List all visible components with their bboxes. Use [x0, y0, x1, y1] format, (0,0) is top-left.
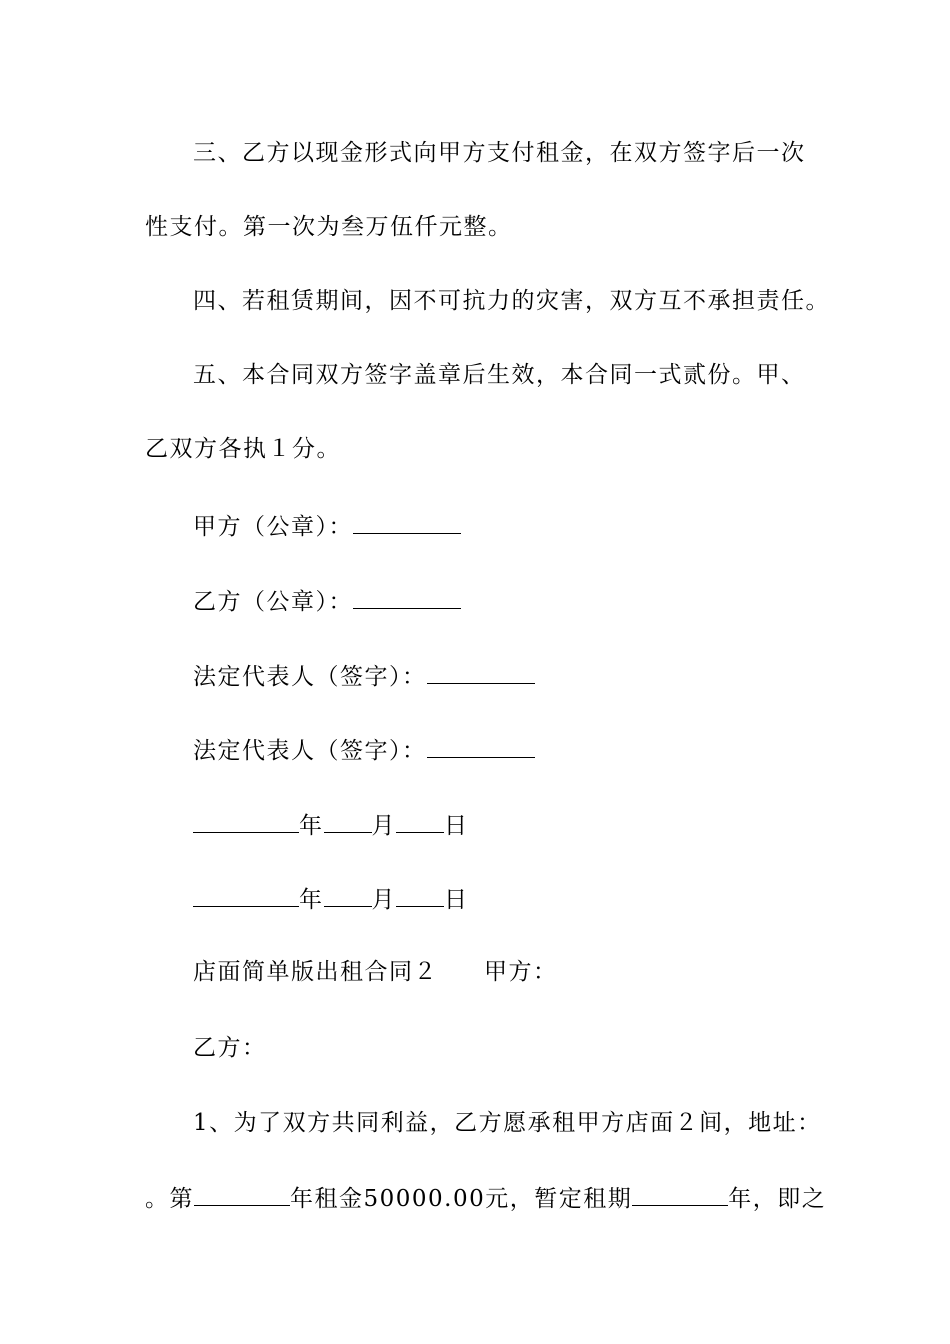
date-line-1 [193, 804, 858, 844]
signature-representative-2-label: 法定代表人（签字）： [193, 738, 427, 764]
clause-3-line-2: 性支付。第一次为叁万伍仟元整。 [145, 214, 513, 240]
date-year-label: 年 [299, 813, 324, 839]
date-day-blank [396, 804, 444, 833]
date-month-label: 月 [371, 887, 396, 913]
contract-2-title: 店面简单版出租合同２ [193, 959, 438, 985]
clause-1-text-a: 。第 [145, 1186, 194, 1212]
signature-party-b [193, 580, 858, 620]
signature-representative-1-label: 法定代表人（签字）： [193, 664, 427, 690]
signature-representative-1 [193, 655, 858, 695]
clause-4: 四、若租赁期间，因不可抗力的灾害，双方互不承担责任。 [193, 288, 830, 314]
date-month-blank [324, 878, 372, 907]
signature-party-b-label: 乙方（公章）： [193, 589, 353, 615]
lease-term-blank [632, 1177, 728, 1206]
date-month-label: 月 [371, 813, 396, 839]
clause-3-line-1: 三、乙方以现金形式向甲方支付租金，在双方签字后一次 [193, 140, 806, 166]
date-year-blank [193, 878, 299, 907]
signature-representative-1-blank [427, 655, 535, 684]
signature-representative-2 [193, 729, 858, 769]
contract-2-heading [193, 952, 858, 992]
contract-2-clause-1-line-2 [145, 1177, 827, 1217]
contract-2-clause-1-line-1: 1、为了双方共同利益，乙方愿承租甲方店面２间，地址： [193, 1110, 822, 1136]
date-year-blank [193, 804, 299, 833]
date-day-label: 日 [444, 813, 469, 839]
date-day-label: 日 [444, 887, 469, 913]
clause-1-text-b: 年租金50000.00元，暂定租期 [290, 1186, 633, 1212]
signature-party-a-label: 甲方（公章）： [193, 514, 353, 540]
contract-2-party-b: 乙方： [193, 1035, 267, 1061]
date-month-blank [324, 804, 372, 833]
clause-5-line-2: 乙双方各执１分。 [145, 436, 341, 462]
contract-2-party-a: 甲方： [484, 959, 558, 985]
clause-1-text-c: 年，即之 [728, 1186, 827, 1212]
signature-party-a-blank [353, 505, 461, 534]
years-blank [194, 1177, 290, 1206]
date-year-label: 年 [299, 887, 324, 913]
date-day-blank [396, 878, 444, 907]
clause-5-line-1: 五、本合同双方签字盖章后生效，本合同一式贰份。甲、 [193, 362, 806, 388]
signature-party-b-blank [353, 580, 461, 609]
signature-representative-2-blank [427, 729, 535, 758]
signature-party-a [193, 505, 858, 545]
date-line-2 [193, 878, 858, 918]
